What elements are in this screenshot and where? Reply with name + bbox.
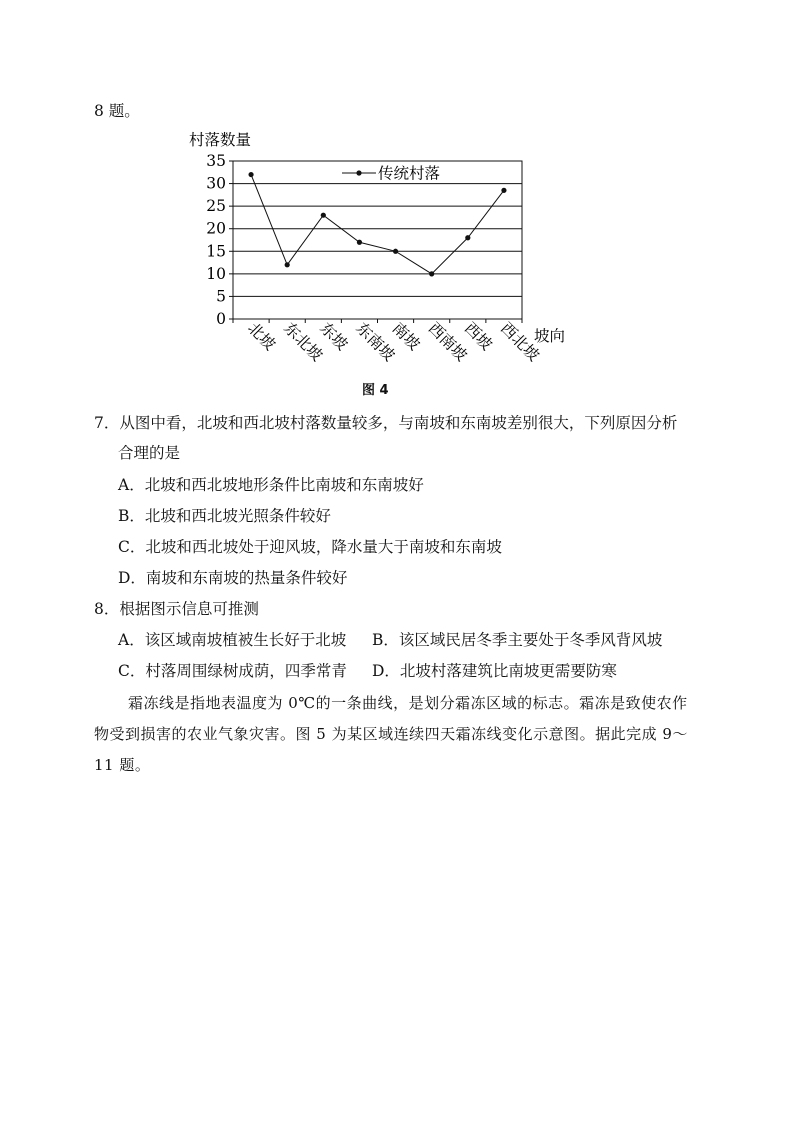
y-tick-label: 10 bbox=[206, 264, 226, 283]
q8-option-a: A．该区域南坡植被生长好于北坡 bbox=[118, 631, 347, 649]
data-point bbox=[248, 172, 253, 177]
q7-option-d: D．南坡和东南坡的热量条件较好 bbox=[118, 569, 348, 587]
data-point bbox=[321, 213, 326, 218]
village-count-chart bbox=[180, 125, 580, 380]
q8-option-c: C．村落周围绿树成荫，四季常青 bbox=[118, 662, 347, 680]
y-tick-label: 25 bbox=[206, 197, 226, 216]
data-point bbox=[393, 249, 398, 254]
data-point bbox=[501, 188, 506, 193]
data-point bbox=[285, 262, 290, 267]
q8-stem: 8．根据图示信息可推测 bbox=[94, 600, 259, 618]
y-tick-label: 15 bbox=[206, 242, 226, 261]
passage-line2: 物受到损害的农业气象灾害。图 5 为某区域连续四天霜冻线变化示意图。据此完成 9～ bbox=[94, 725, 688, 743]
y-tick-label: 5 bbox=[216, 287, 226, 306]
passage-line3: 11 题。 bbox=[94, 756, 151, 774]
data-point bbox=[465, 235, 470, 240]
x-ticks bbox=[233, 319, 543, 365]
series-line-traditional-villages bbox=[251, 175, 504, 274]
q8-option-d: D．北坡村落建筑比南坡更需要防寒 bbox=[372, 662, 617, 680]
y-tick-label: 30 bbox=[206, 174, 226, 193]
x-tick-label: 北坡 bbox=[244, 319, 279, 354]
x-tick-label: 南坡 bbox=[388, 319, 424, 354]
q7-stem-line1: 7．从图中看，北坡和西北坡村落数量较多，与南坡和东南坡差别很大，下列原因分析 bbox=[94, 414, 678, 432]
x-tick-label: 西坡 bbox=[460, 319, 496, 354]
x-tick-label: 西北坡 bbox=[497, 319, 543, 365]
q7-option-b: B．北坡和西北坡光照条件较好 bbox=[118, 507, 331, 525]
x-tick-label: 西南坡 bbox=[424, 319, 471, 365]
q7-stem-line2: 合理的是 bbox=[118, 444, 181, 462]
figure-caption: 图 4 bbox=[362, 383, 389, 398]
data-point bbox=[429, 271, 434, 276]
q7-option-a: A．北坡和西北坡地形条件比南坡和东南坡好 bbox=[118, 476, 424, 494]
q8-option-b: B．该区域民居冬季主要处于冬季风背风坡 bbox=[372, 631, 663, 649]
x-axis-label: 坡向 bbox=[534, 327, 566, 345]
intro-tail: 8 题。 bbox=[94, 102, 140, 120]
x-tick-label: 东坡 bbox=[316, 319, 352, 354]
y-ticks bbox=[206, 152, 233, 328]
data-point bbox=[357, 240, 362, 245]
q7-option-c: C．北坡和西北坡处于迎风坡，降水量大于南坡和东南坡 bbox=[118, 538, 502, 556]
legend bbox=[342, 164, 441, 183]
legend-label: 传统村落 bbox=[378, 164, 441, 183]
y-tick-label: 0 bbox=[216, 310, 226, 328]
x-tick-label: 东北坡 bbox=[280, 319, 326, 365]
y-tick-label: 35 bbox=[206, 152, 226, 170]
series-points bbox=[248, 172, 506, 277]
passage-line1: 霜冻线是指地表温度为 0℃的一条曲线，是划分霜冻区域的标志。霜冻是致使农作 bbox=[128, 694, 688, 712]
y-tick-label: 20 bbox=[206, 219, 226, 238]
grid-lines bbox=[233, 161, 522, 319]
plot-frame bbox=[233, 161, 522, 319]
x-tick-label: 东南坡 bbox=[352, 319, 399, 365]
y-axis-label: 村落数量 bbox=[189, 131, 252, 149]
